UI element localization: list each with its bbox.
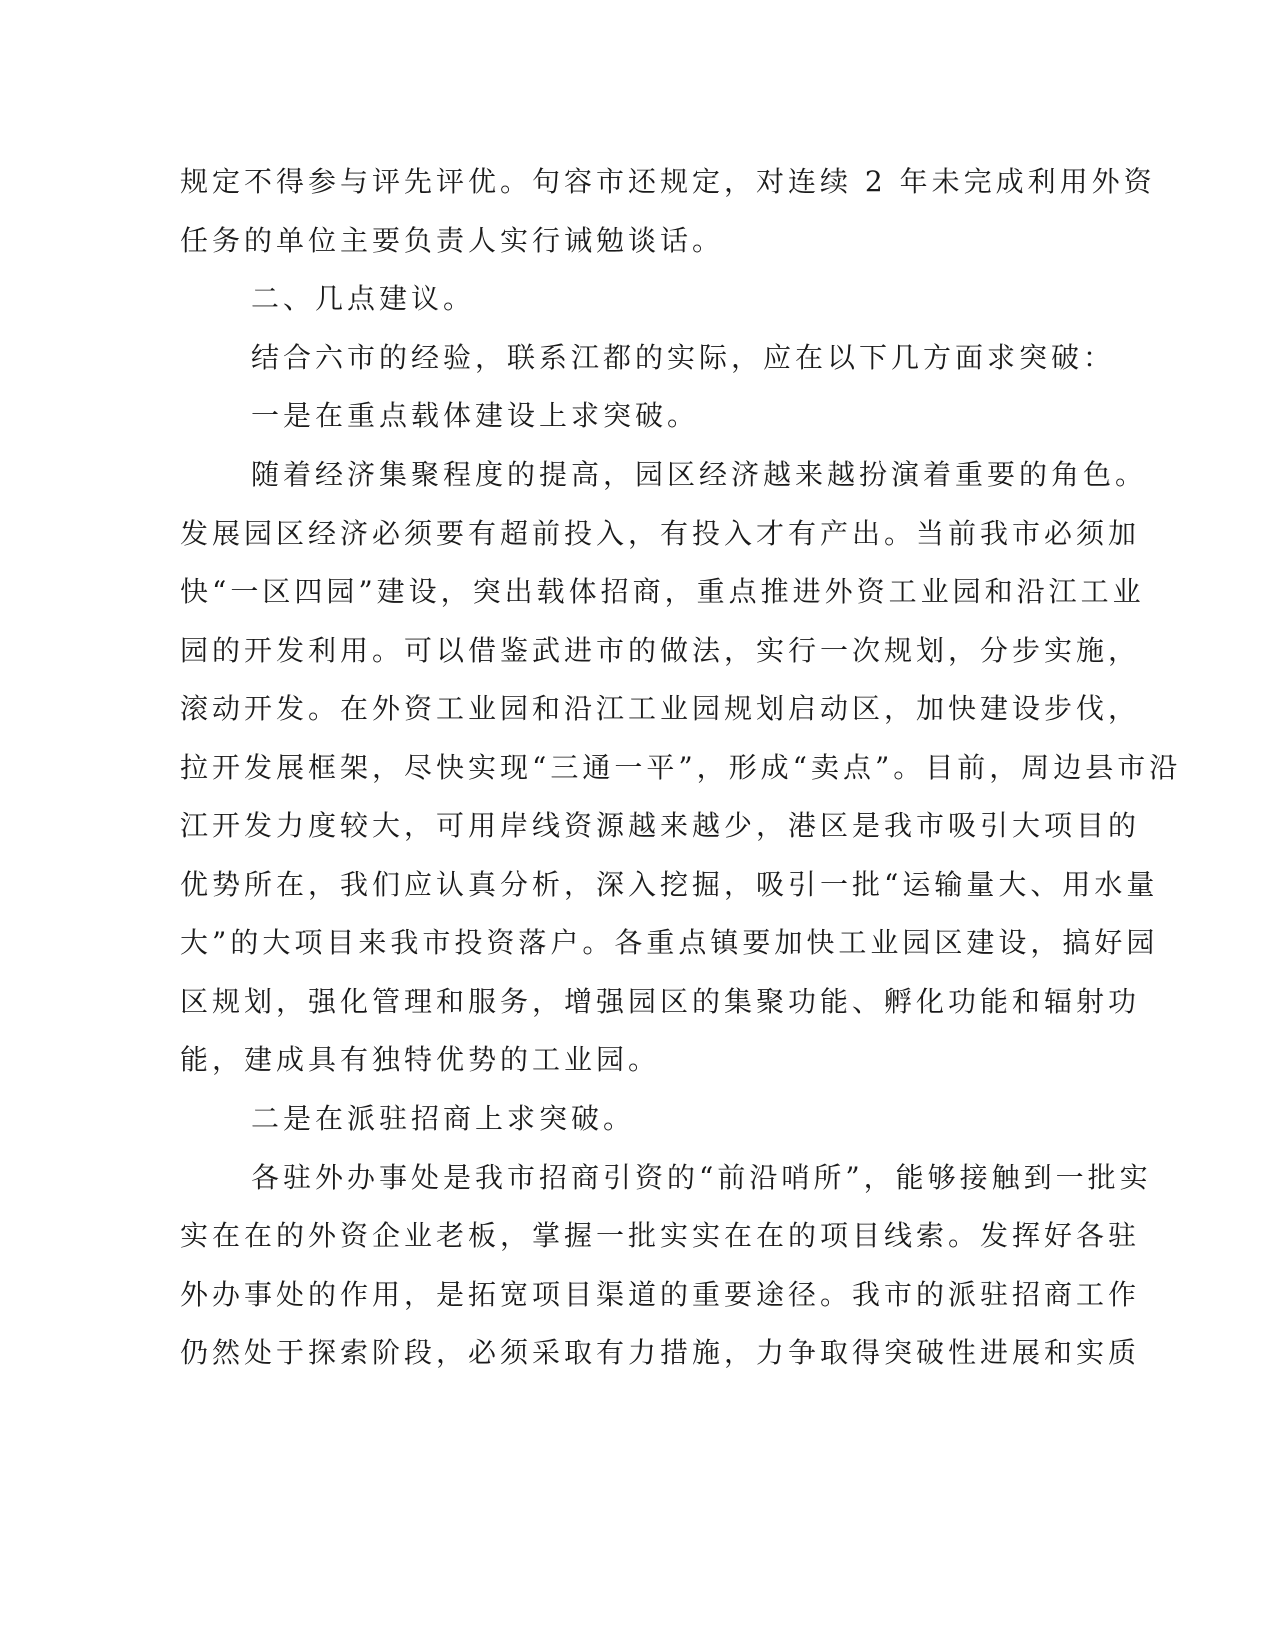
text-line: 快“一区四园”建设，突出载体招商，重点推进外资工业园和沿江工业 <box>180 575 1145 608</box>
text-line: 实在在的外资企业老板，掌握一批实实在在的项目线索。发挥好各驻 <box>180 1219 1141 1252</box>
text-line: 大”的大项目来我市投资落户。各重点镇要加快工业园区建设，搞好园 <box>180 926 1159 959</box>
text-line: 江开发力度较大，可用岸线资源越来越少，港区是我市吸引大项目的 <box>180 809 1141 842</box>
text-line: 随着经济集聚程度的提高，园区经济越来越扮演着重要的角色。 <box>251 458 1148 491</box>
text-line: 规定不得参与评先评优。句容市还规定，对连续 2 年未完成利用外资 <box>180 165 1156 198</box>
text-line: 仍然处于探索阶段，必须采取有力措施，力争取得突破性进展和实质 <box>180 1336 1141 1369</box>
text-line: 优势所在，我们应认真分析，深入挖掘，吸引一批“运输量大、用水量 <box>180 868 1159 901</box>
text-line: 外办事处的作用，是拓宽项目渠道的重要途径。我市的派驻招商工作 <box>180 1278 1141 1311</box>
text-line: 任务的单位主要负责人实行诫勉谈话。 <box>180 224 725 257</box>
text-line: 滚动开发。在外资工业园和沿江工业园规划启动区，加快建设步伐， <box>180 692 1141 725</box>
text-line: 发展园区经济必须要有超前投入，有投入才有产出。当前我市必须加 <box>180 517 1141 550</box>
text-line: 结合六市的经验，联系江都的实际，应在以下几方面求突破： <box>251 341 1116 374</box>
text-line: 能，建成具有独特优势的工业园。 <box>180 1043 661 1076</box>
text-line: 拉开发展框架，尽快实现“三通一平”，形成“卖点”。目前，周边县市沿 <box>180 751 1182 784</box>
subsection-heading: 二是在派驻招商上求突破。 <box>251 1102 636 1135</box>
text-line: 各驻外办事处是我市招商引资的“前沿哨所”，能够接触到一批实 <box>251 1161 1152 1194</box>
text-line: 园的开发利用。可以借鉴武进市的做法，实行一次规划，分步实施， <box>180 634 1141 667</box>
text-line: 区规划，强化管理和服务，增强园区的集聚功能、孵化功能和辐射功 <box>180 985 1141 1018</box>
subsection-heading: 一是在重点载体建设上求突破。 <box>251 399 700 432</box>
section-heading: 二、几点建议。 <box>251 282 476 315</box>
